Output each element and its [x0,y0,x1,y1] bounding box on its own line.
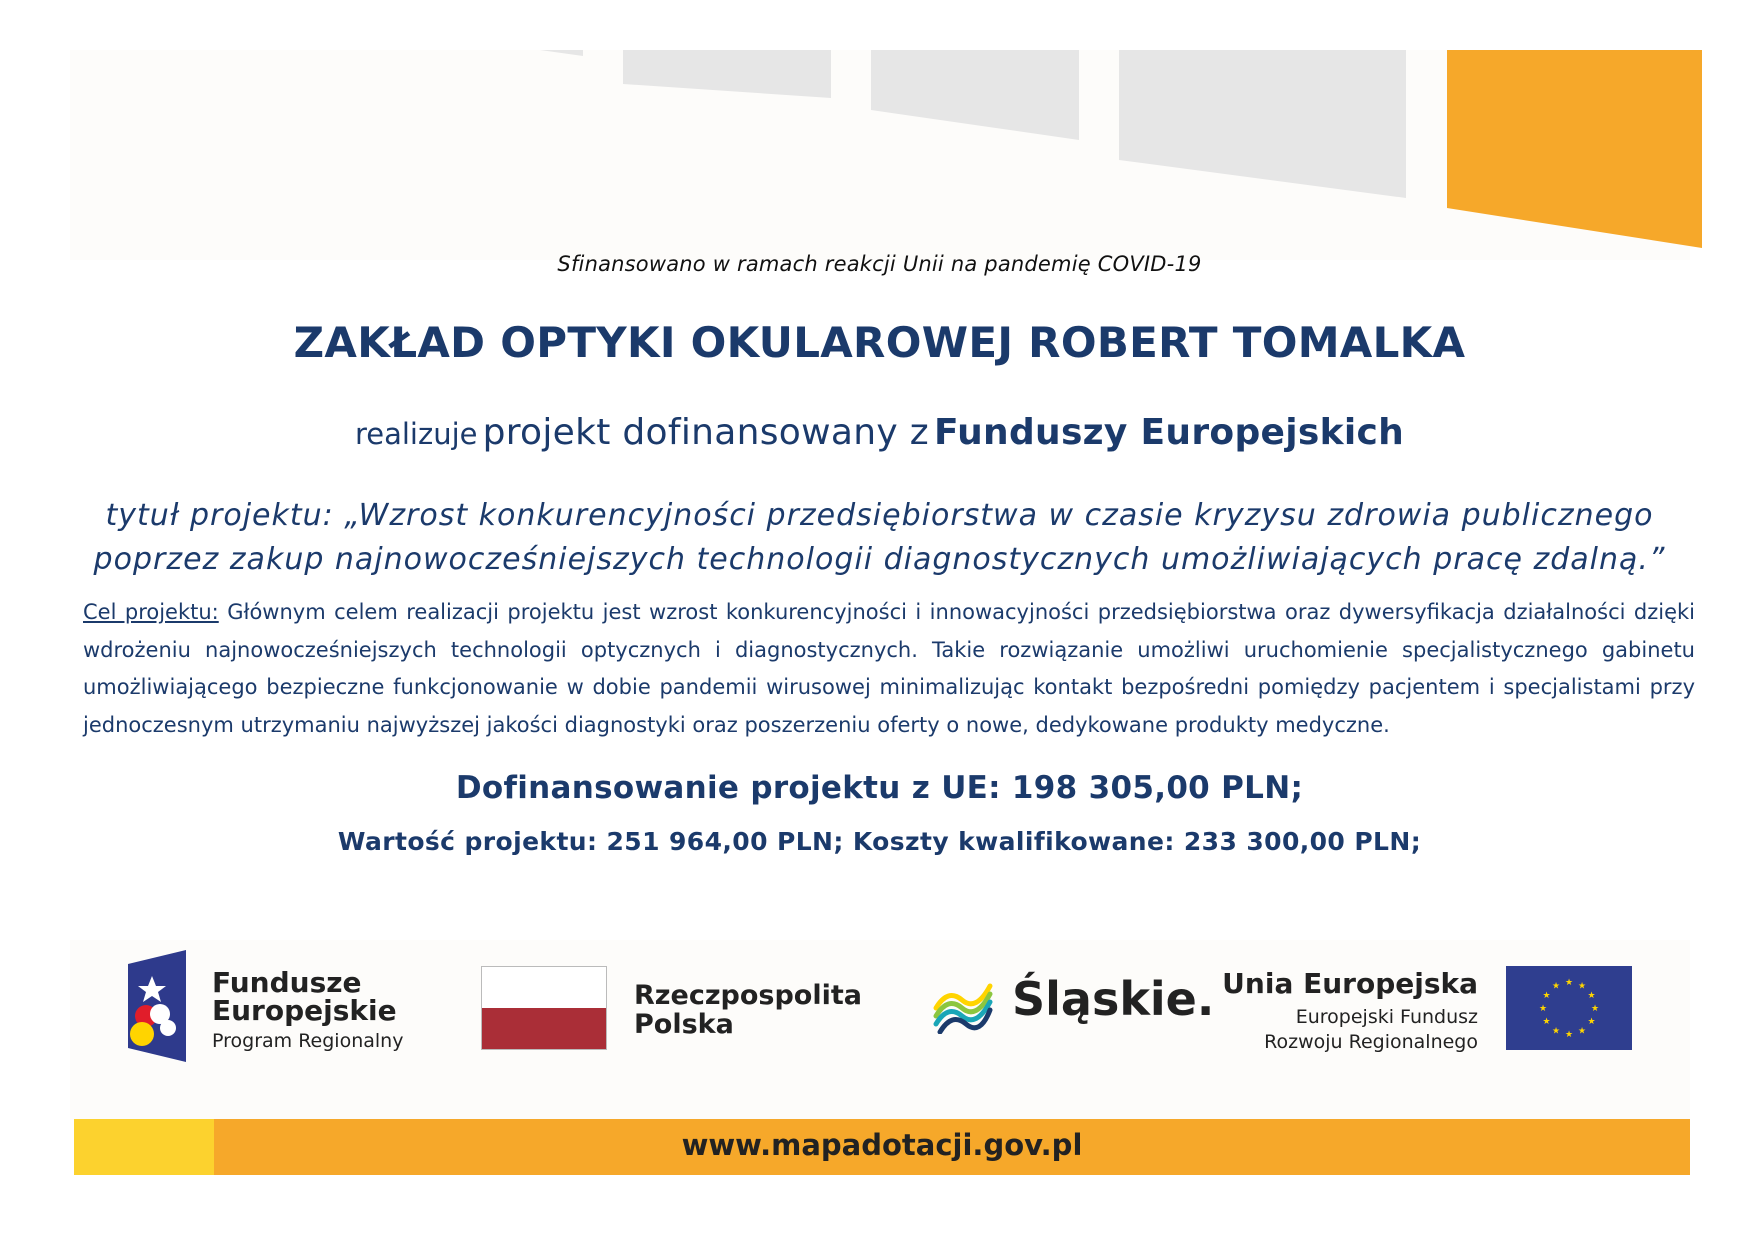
project-title-line-2: poprzez zakup najnowocześniejszych technologii diagnostycznych umożliwiających pracę zdalną.” [93,542,1666,577]
polish-flag-icon [481,966,607,1050]
funding-note: Sfinansowano w ramach reakcji Unii na pandemię COVID-19 [557,252,1202,276]
project-line-funds: Funduszy Europejskich [934,412,1405,453]
eu-star-icon: ★ [1590,1004,1600,1014]
rp-logo-line-1: Rzeczpospolita [634,980,862,1011]
fe-logo-line-1: Fundusze [212,966,362,999]
project-goal-label: Cel projektu: [83,600,219,624]
slaskie-logo-text: Śląskie. [1012,972,1215,1026]
ue-logo-line-3: Rozwoju Regionalnego [1264,1031,1478,1053]
slaskie-waves-icon [932,978,994,1034]
eu-star-icon: ★ [1542,991,1551,1001]
project-line-part1: realizuje [354,417,478,451]
eu-cofinancing-amount: Dofinansowanie projektu z UE: 198 305,00 PLN; [455,770,1304,806]
eu-star-icon: ★ [1577,981,1587,992]
fe-logo-line-3: Program Regionalny [212,1030,404,1052]
project-goal-paragraph [83,594,1695,744]
eu-star-icon: ★ [1587,1017,1596,1027]
company-name-heading: ZAKŁAD OPTYKI OKULAROWEJ ROBERT TOMALKA [293,318,1466,367]
ue-logo-line-2: Europejski Fundusz [1295,1006,1478,1028]
eu-star-icon: ★ [1564,978,1574,988]
eu-star-icon: ★ [1538,1004,1548,1014]
eu-star-icon: ★ [1577,1026,1587,1037]
eu-star-icon: ★ [1587,991,1596,1001]
eu-star-icon: ★ [1542,1017,1551,1027]
rp-logo-line-2: Polska [634,1009,734,1040]
eu-star-icon: ★ [1551,1026,1561,1037]
project-title-block [0,494,1759,582]
project-title-line-1: tytuł projektu: „Wzrost konkurencyjności przedsiębiorstwa w czasie kryzysu zdrowia publicznego [105,498,1654,533]
header-decorative-band [0,0,1759,270]
eu-star-icon: ★ [1551,981,1561,992]
eu-flag-icon [1506,966,1632,1050]
website-url-link[interactable]: www.mapadotacji.gov.pl [681,1128,1083,1162]
project-line-part2: projekt dofinansowany z [482,412,929,453]
fe-logo-line-2: Europejskie [212,994,397,1027]
project-goal-text: Głównym celem realizacji projektu jest wzrost konkurencyjności i innowacyjności przedsiębiorstwa oraz dywersyfikacja działalności dzięki wdrożeniu najnowocześniejszych technologii optycznych i diagnostycznych. Takie rozwiązanie umożliwi uruchomienie specjalistycznego gabinetu umożliwiającego bezpieczne funkcjonowanie w dobie pandemii wirusowej minimalizując kontakt bezpośredni pomiędzy pacjentem i specjalistami przy jednoczesnym utrzymaniu najwyższej jakości diagnostyki oraz poszerzeniu oferty o nowe, dedykowane produkty medyczne. [83,600,1695,737]
project-line [0,412,1759,453]
ue-logo-line-1: Unia Europejska [1222,967,1478,1000]
fundusze-europejskie-logo-icon [128,950,186,1062]
eu-star-icon: ★ [1564,1030,1574,1040]
project-values-line: Wartość projektu: 251 964,00 PLN; Koszty kwalifikowane: 233 300,00 PLN; [337,827,1422,856]
